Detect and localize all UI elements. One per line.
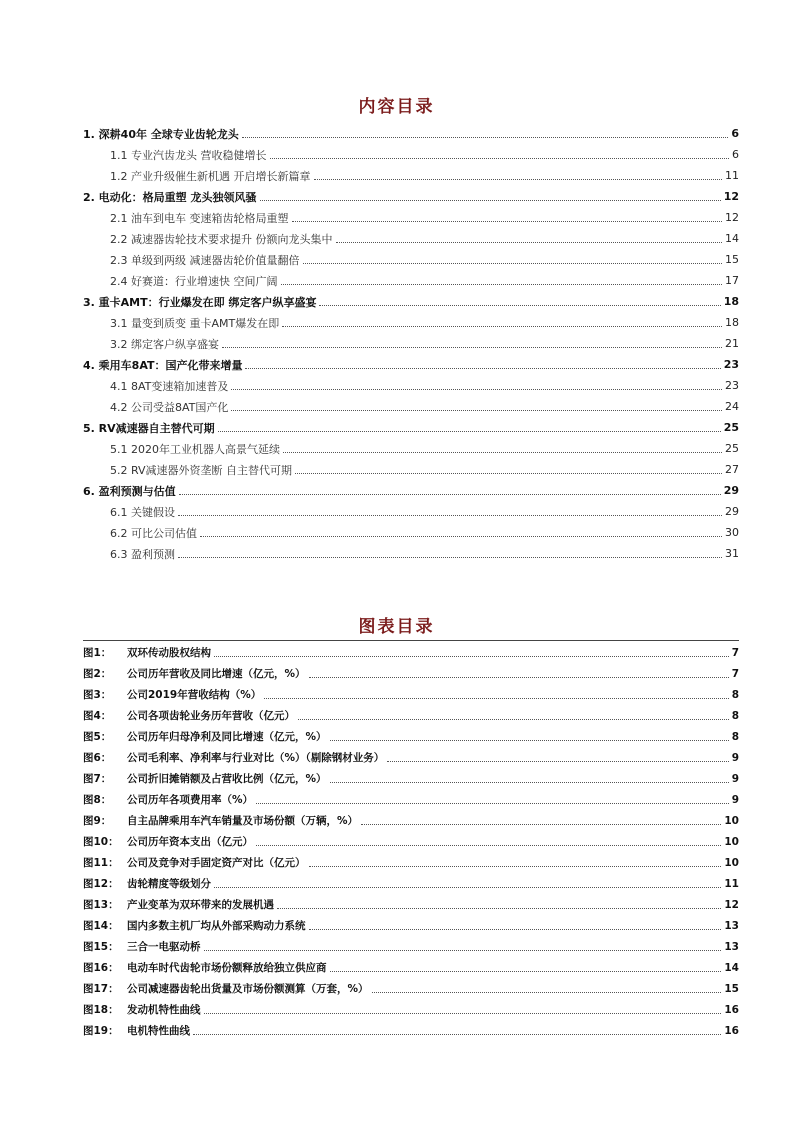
toc-leader-dots — [222, 347, 722, 348]
toc-section-link[interactable] — [83, 207, 739, 228]
figure-list-link[interactable] — [83, 852, 739, 873]
toc-entry-label: 5. RV减速器自主替代可期 — [83, 421, 215, 435]
figure-leader-dots — [204, 1013, 722, 1014]
figure-number: 图17： — [83, 983, 119, 995]
toc-entry-label: 2. 电动化：格局重塑 龙头独领风骚 — [83, 190, 257, 204]
toc-section-link[interactable] — [83, 396, 739, 417]
toc-page-number: 17 — [725, 274, 739, 287]
figure-caption: 公司2019年营收结构（%） — [127, 689, 262, 701]
figure-entry-label — [83, 813, 361, 828]
figure-leader-dots — [214, 887, 721, 888]
figure-entry-label — [83, 960, 330, 975]
figure-caption: 公司历年归母净利及同比增速（亿元，%） — [127, 731, 327, 743]
figure-page-number: 13 — [724, 940, 739, 953]
toc-leader-dots — [270, 158, 730, 159]
figure-number: 图10： — [83, 836, 119, 848]
toc-entry-label: 2.1 油车到电车 变速箱齿轮格局重塑 — [110, 211, 289, 225]
figure-entry-label — [83, 729, 330, 744]
figure-list-link[interactable] — [83, 810, 739, 831]
figure-entry-label — [83, 771, 330, 786]
toc-page-number: 27 — [725, 463, 739, 476]
figure-leader-dots — [298, 719, 729, 720]
toc-page-number: 29 — [725, 505, 739, 518]
toc-leader-dots — [319, 305, 720, 306]
toc-section-link[interactable] — [83, 144, 739, 165]
figure-list-link[interactable] — [83, 873, 739, 894]
figure-leader-dots — [330, 782, 729, 783]
figure-caption: 自主品牌乘用车汽车销量及市场份额（万辆，%） — [127, 815, 359, 827]
figure-caption: 公司历年营收及同比增速（亿元，%） — [127, 668, 306, 680]
figure-page-number: 7 — [731, 646, 739, 659]
toc-page-number: 31 — [725, 547, 739, 560]
figure-list-link[interactable] — [83, 831, 739, 852]
figure-number: 图4： — [83, 710, 112, 722]
toc-page-number: 12 — [725, 211, 739, 224]
figure-number: 图7： — [83, 773, 112, 785]
figure-page-number: 7 — [731, 667, 739, 680]
toc-entry-label: 6.2 可比公司估值 — [110, 526, 197, 540]
figure-caption: 电动车时代齿轮市场份额释放给独立供应商 — [127, 962, 327, 974]
toc-entry-label: 1.2 产业升级催生新机遇 开启增长新篇章 — [110, 169, 311, 183]
figure-entry-label — [83, 708, 298, 723]
toc-section-link[interactable] — [83, 438, 739, 459]
figure-caption: 产业变革为双环带来的发展机遇 — [127, 899, 274, 911]
toc-page-number: 29 — [723, 484, 739, 497]
figure-leader-dots — [330, 971, 722, 972]
figure-leader-dots — [277, 908, 721, 909]
figures-top-rule — [83, 640, 739, 641]
toc-leader-dots — [303, 263, 723, 264]
toc-page-number: 12 — [723, 190, 739, 203]
toc-chapter-link[interactable] — [83, 186, 739, 207]
toc-section-link[interactable] — [83, 333, 739, 354]
figure-page-number: 10 — [724, 835, 739, 848]
toc-page-number: 18 — [725, 316, 739, 329]
toc-entry-label: 3.1 量变到质变 重卡AMT爆发在即 — [110, 316, 280, 330]
figure-entry-label — [83, 1023, 193, 1038]
toc-chapter-link[interactable] — [83, 480, 739, 501]
toc-leader-dots — [281, 284, 723, 285]
toc-entry-label: 5.1 2020年工业机器人高景气延续 — [110, 442, 280, 456]
figure-entry-label — [83, 750, 387, 765]
figure-entry-label — [83, 897, 277, 912]
figure-leader-dots — [387, 761, 728, 762]
toc-section-link[interactable] — [83, 249, 739, 270]
figure-number: 图14： — [83, 920, 119, 932]
toc-leader-dots — [231, 389, 722, 390]
figure-page-number: 14 — [724, 961, 739, 974]
toc-chapter-link[interactable] — [83, 417, 739, 438]
figure-caption: 公司各项齿轮业务历年营收（亿元） — [127, 710, 295, 722]
figure-leader-dots — [372, 992, 722, 993]
figure-leader-dots — [309, 929, 722, 930]
toc-leader-dots — [200, 536, 722, 537]
figure-list-link[interactable] — [83, 684, 739, 705]
figure-page-number: 8 — [731, 730, 739, 743]
figure-leader-dots — [264, 698, 728, 699]
toc-entry-label: 2.2 减速器齿轮技术要求提升 份额向龙头集中 — [110, 232, 333, 246]
figure-leader-dots — [309, 677, 729, 678]
figure-leader-dots — [256, 803, 729, 804]
toc-section-link[interactable] — [83, 165, 739, 186]
figure-number: 图5： — [83, 731, 112, 743]
toc-section-link[interactable] — [83, 228, 739, 249]
toc-leader-dots — [295, 473, 722, 474]
figures-title: 图表目录 — [358, 617, 435, 637]
toc-section-link[interactable] — [83, 312, 739, 333]
toc-section-link[interactable] — [83, 522, 739, 543]
figure-list-link[interactable] — [83, 1020, 739, 1041]
toc-page-number: 21 — [725, 337, 739, 350]
figure-caption: 公司历年资本支出（亿元） — [127, 836, 253, 848]
toc-entry-label: 1.1 专业汽齿龙头 营收稳健增长 — [110, 148, 267, 162]
figure-page-number: 9 — [731, 793, 739, 806]
figure-leader-dots — [361, 824, 721, 825]
figure-list-link[interactable] — [83, 978, 739, 999]
toc-entry-label: 3.2 绑定客户纵享盛宴 — [110, 337, 219, 351]
toc-entry-label: 1. 深耕40年 全球专业齿轮龙头 — [83, 127, 239, 141]
figure-page-number: 16 — [724, 1024, 739, 1037]
toc-leader-dots — [282, 326, 722, 327]
toc-chapter-link[interactable] — [83, 123, 739, 144]
toc-page-number: 14 — [725, 232, 739, 245]
toc-leader-dots — [178, 515, 722, 516]
toc-page-number: 24 — [725, 400, 739, 413]
figure-number: 图8： — [83, 794, 112, 806]
figure-list-link[interactable] — [83, 705, 739, 726]
toc-leader-dots — [242, 137, 729, 138]
toc-entry-label: 5.2 RV减速器外资垄断 自主替代可期 — [110, 463, 293, 477]
toc-leader-dots — [292, 221, 723, 222]
figure-list-link[interactable] — [83, 663, 739, 684]
toc-entry-label: 4.2 公司受益8AT国产化 — [110, 400, 229, 414]
figure-entry-label — [83, 645, 214, 660]
toc-page-number: 11 — [725, 169, 739, 182]
figure-caption: 公司及竞争对手固定资产对比（亿元） — [127, 857, 306, 869]
contents-title: 内容目录 — [358, 97, 435, 117]
toc-entry-label: 6. 盈利预测与估值 — [83, 484, 176, 498]
toc-page-number: 6 — [732, 148, 739, 161]
figure-leader-dots — [214, 656, 729, 657]
toc-entry-label: 6.3 盈利预测 — [110, 547, 175, 561]
toc-page-number: 25 — [725, 442, 739, 455]
toc-page-number: 6 — [731, 127, 739, 140]
figure-entry-label — [83, 834, 256, 849]
toc-leader-dots — [231, 410, 722, 411]
figure-number: 图12： — [83, 878, 119, 890]
figure-page-number: 10 — [724, 856, 739, 869]
figure-list-link[interactable] — [83, 957, 739, 978]
toc-entry-label: 2.3 单级到两级 减速器齿轮价值量翻倍 — [110, 253, 300, 267]
toc-page-number: 15 — [725, 253, 739, 266]
figure-number: 图1： — [83, 647, 112, 659]
figure-list-link[interactable] — [83, 936, 739, 957]
toc-section-link[interactable] — [83, 375, 739, 396]
figure-list-link[interactable] — [83, 894, 739, 915]
figure-list-link[interactable] — [83, 768, 739, 789]
figure-page-number: 12 — [724, 898, 739, 911]
figure-list-link[interactable] — [83, 789, 739, 810]
figure-leader-dots — [309, 866, 722, 867]
toc-leader-dots — [314, 179, 723, 180]
toc-entry-label: 4. 乘用车8AT：国产化带来增量 — [83, 358, 243, 372]
figure-page-number: 13 — [724, 919, 739, 932]
figure-entry-label — [83, 981, 372, 996]
figures-list — [83, 642, 739, 1041]
figure-page-number: 8 — [731, 709, 739, 722]
figure-number: 图6： — [83, 752, 112, 764]
figure-list-link[interactable] — [83, 915, 739, 936]
toc-entry-label: 2.4 好赛道：行业增速快 空间广阔 — [110, 274, 278, 288]
toc-entry-label: 6.1 关键假设 — [110, 505, 175, 519]
toc-entry-label: 3. 重卡AMT：行业爆发在即 绑定客户纵享盛宴 — [83, 295, 317, 309]
figure-number: 图2： — [83, 668, 112, 680]
toc-leader-dots — [179, 494, 721, 495]
contents-list — [83, 123, 739, 564]
figure-page-number: 9 — [731, 751, 739, 764]
figure-number: 图3： — [83, 689, 112, 701]
figure-leader-dots — [193, 1034, 721, 1035]
figure-caption: 电机特性曲线 — [127, 1025, 190, 1037]
figure-caption: 发动机特性曲线 — [127, 1004, 201, 1016]
toc-page-number: 23 — [725, 379, 739, 392]
figure-entry-label — [83, 687, 264, 702]
figure-entry-label — [83, 666, 309, 681]
toc-leader-dots — [260, 200, 721, 201]
figure-number: 图18： — [83, 1004, 119, 1016]
toc-leader-dots — [283, 452, 722, 453]
figure-list-link[interactable] — [83, 747, 739, 768]
toc-chapter-link[interactable] — [83, 291, 739, 312]
toc-page-number: 23 — [723, 358, 739, 371]
toc-section-link[interactable] — [83, 270, 739, 291]
figure-page-number: 16 — [724, 1003, 739, 1016]
figure-page-number: 11 — [724, 877, 739, 890]
figure-page-number: 8 — [731, 688, 739, 701]
figure-caption: 国内多数主机厂均从外部采购动力系统 — [127, 920, 306, 932]
figure-entry-label — [83, 918, 309, 933]
figure-caption: 公司历年各项费用率（%） — [127, 794, 254, 806]
toc-page-number: 18 — [723, 295, 739, 308]
figure-leader-dots — [330, 740, 729, 741]
figure-page-number: 10 — [724, 814, 739, 827]
figure-number: 图16： — [83, 962, 119, 974]
figure-number: 图13： — [83, 899, 119, 911]
figure-list-link[interactable] — [83, 726, 739, 747]
figure-page-number: 15 — [724, 982, 739, 995]
toc-leader-dots — [245, 368, 720, 369]
toc-section-link[interactable] — [83, 459, 739, 480]
figure-caption: 齿轮精度等级划分 — [127, 878, 211, 890]
figure-list-link[interactable] — [83, 999, 739, 1020]
figure-entry-label — [83, 939, 204, 954]
figure-caption: 双环传动股权结构 — [127, 647, 211, 659]
figure-entry-label — [83, 876, 214, 891]
toc-leader-dots — [218, 431, 721, 432]
figure-number: 图11： — [83, 857, 119, 869]
figure-number: 图9： — [83, 815, 112, 827]
figure-entry-label — [83, 1002, 204, 1017]
figure-leader-dots — [204, 950, 722, 951]
figure-leader-dots — [256, 845, 721, 846]
toc-entry-label: 4.1 8AT变速箱加速普及 — [110, 379, 229, 393]
figure-caption: 公司毛利率、净利率与行业对比（%）（剔除钢材业务） — [127, 752, 385, 764]
figure-caption: 公司折旧摊销额及占营收比例（亿元，%） — [127, 773, 327, 785]
figure-entry-label — [83, 792, 256, 807]
figure-number: 图15： — [83, 941, 119, 953]
figure-list-link[interactable] — [83, 642, 739, 663]
toc-chapter-link[interactable] — [83, 354, 739, 375]
toc-leader-dots — [336, 242, 723, 243]
figure-caption: 三合一电驱动桥 — [127, 941, 201, 953]
figure-caption: 公司减速器齿轮出货量及市场份额测算（万套，%） — [127, 983, 369, 995]
toc-page-number: 30 — [725, 526, 739, 539]
toc-section-link[interactable] — [83, 501, 739, 522]
figure-page-number: 9 — [731, 772, 739, 785]
toc-page-number: 25 — [723, 421, 739, 434]
toc-section-link[interactable] — [83, 543, 739, 564]
toc-leader-dots — [178, 557, 722, 558]
figure-entry-label — [83, 855, 309, 870]
figure-number: 图19： — [83, 1025, 119, 1037]
